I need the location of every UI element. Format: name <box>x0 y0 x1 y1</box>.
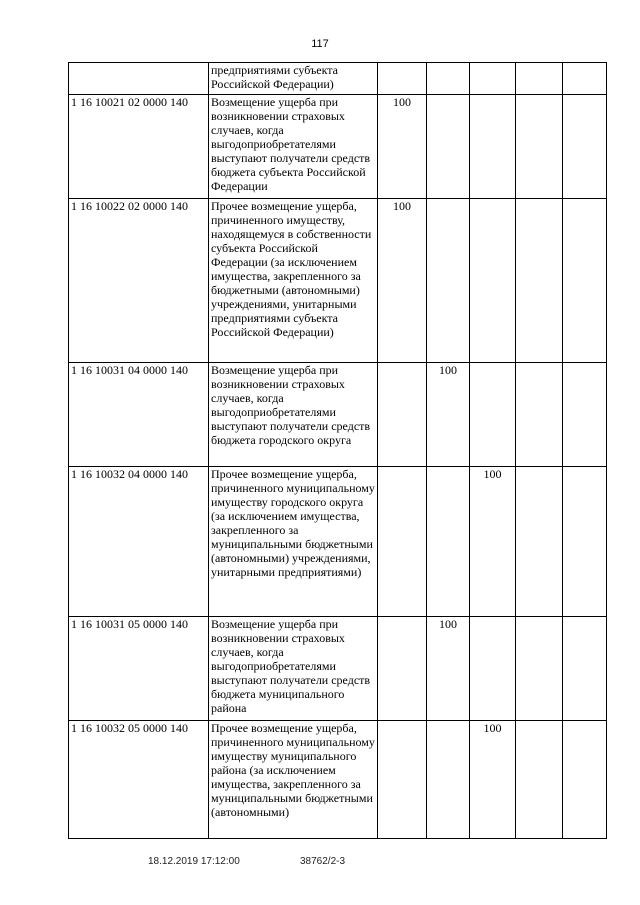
percent-cell-1: 100 <box>378 95 427 199</box>
percent-cell-1 <box>378 363 427 467</box>
table-row <box>69 63 607 95</box>
table-row <box>69 617 607 721</box>
percent-cell-1 <box>378 467 427 617</box>
percent-cell-5 <box>563 467 607 617</box>
percent-cell-3 <box>470 363 516 467</box>
percent-cell-1: 100 <box>378 199 427 363</box>
description-cell: Прочее возмещение ущерба, причиненного муниципальному имуществу муниципального района (за исключением имущества, закрепленного за муниципальными бюджетными (автономными) <box>209 721 378 839</box>
percent-cell-3: 100 <box>470 467 516 617</box>
footer-timestamp: 18.12.2019 17:12:00 <box>148 856 240 867</box>
description-cell: предприятиями субъекта Российской Федерации) <box>209 63 378 95</box>
table-row <box>69 95 607 199</box>
percent-cell-2 <box>427 199 470 363</box>
percent-cell-3 <box>470 617 516 721</box>
percent-cell-2 <box>427 95 470 199</box>
percent-cell-1 <box>378 63 427 95</box>
percent-cell-2: 100 <box>427 617 470 721</box>
budget-code-cell <box>69 63 209 95</box>
percent-cell-2 <box>427 63 470 95</box>
percent-cell-2 <box>427 721 470 839</box>
budget-code-cell: 1 16 10032 04 0000 140 <box>69 467 209 617</box>
percent-cell-1 <box>378 617 427 721</box>
percent-cell-4 <box>516 95 563 199</box>
budget-code-cell: 1 16 10022 02 0000 140 <box>69 199 209 363</box>
percent-cell-5 <box>563 199 607 363</box>
description-cell: Возмещение ущерба при возникновении страховых случаев, когда выгодоприобретателями выступают получатели средств бюджета субъекта Российской Федерации <box>209 95 378 199</box>
percent-cell-4 <box>516 199 563 363</box>
percent-cell-4 <box>516 363 563 467</box>
budget-code-cell: 1 16 10031 04 0000 140 <box>69 363 209 467</box>
percent-cell-4 <box>516 617 563 721</box>
percent-cell-5 <box>563 617 607 721</box>
percent-cell-2 <box>427 467 470 617</box>
percent-cell-4 <box>516 721 563 839</box>
table-row <box>69 467 607 617</box>
budget-code-cell: 1 16 10032 05 0000 140 <box>69 721 209 839</box>
budget-code-cell: 1 16 10021 02 0000 140 <box>69 95 209 199</box>
percent-cell-3 <box>470 95 516 199</box>
percent-cell-5 <box>563 721 607 839</box>
budget-code-cell: 1 16 10031 05 0000 140 <box>69 617 209 721</box>
percent-cell-1 <box>378 721 427 839</box>
percent-cell-5 <box>563 363 607 467</box>
percent-cell-4 <box>516 467 563 617</box>
table-row <box>69 721 607 839</box>
description-cell: Возмещение ущерба при возникновении страховых случаев, когда выгодоприобретателями выступают получатели средств бюджета муниципального района <box>209 617 378 721</box>
percent-cell-4 <box>516 63 563 95</box>
percent-cell-3 <box>470 199 516 363</box>
description-cell: Возмещение ущерба при возникновении страховых случаев, когда выгодоприобретателями выступают получатели средств бюджета городского округа <box>209 363 378 467</box>
percent-cell-5 <box>563 95 607 199</box>
table-body <box>69 63 607 839</box>
percent-cell-3 <box>470 63 516 95</box>
percent-cell-5 <box>563 63 607 95</box>
footer-document-ref: 38762/2-3 <box>300 856 346 867</box>
percent-cell-3: 100 <box>470 721 516 839</box>
budget-classification-table <box>68 62 607 839</box>
page-number: 117 <box>311 38 329 50</box>
description-cell: Прочее возмещение ущерба, причиненного муниципальному имуществу городского округа (за исключением имущества, закрепленного за муниципальными бюджетными (автономными) учреждениями, унитарными предприятиями) <box>209 467 378 617</box>
percent-cell-2: 100 <box>427 363 470 467</box>
table-row <box>69 363 607 467</box>
table-row <box>69 199 607 363</box>
description-cell: Прочее возмещение ущерба, причиненного имуществу, находящемуся в собственности субъекта Российской Федерации (за исключением имущества, закрепленного за бюджетными (автономными) учреждениями, унитарными предприятиями субъекта Российской Федерации) <box>209 199 378 363</box>
